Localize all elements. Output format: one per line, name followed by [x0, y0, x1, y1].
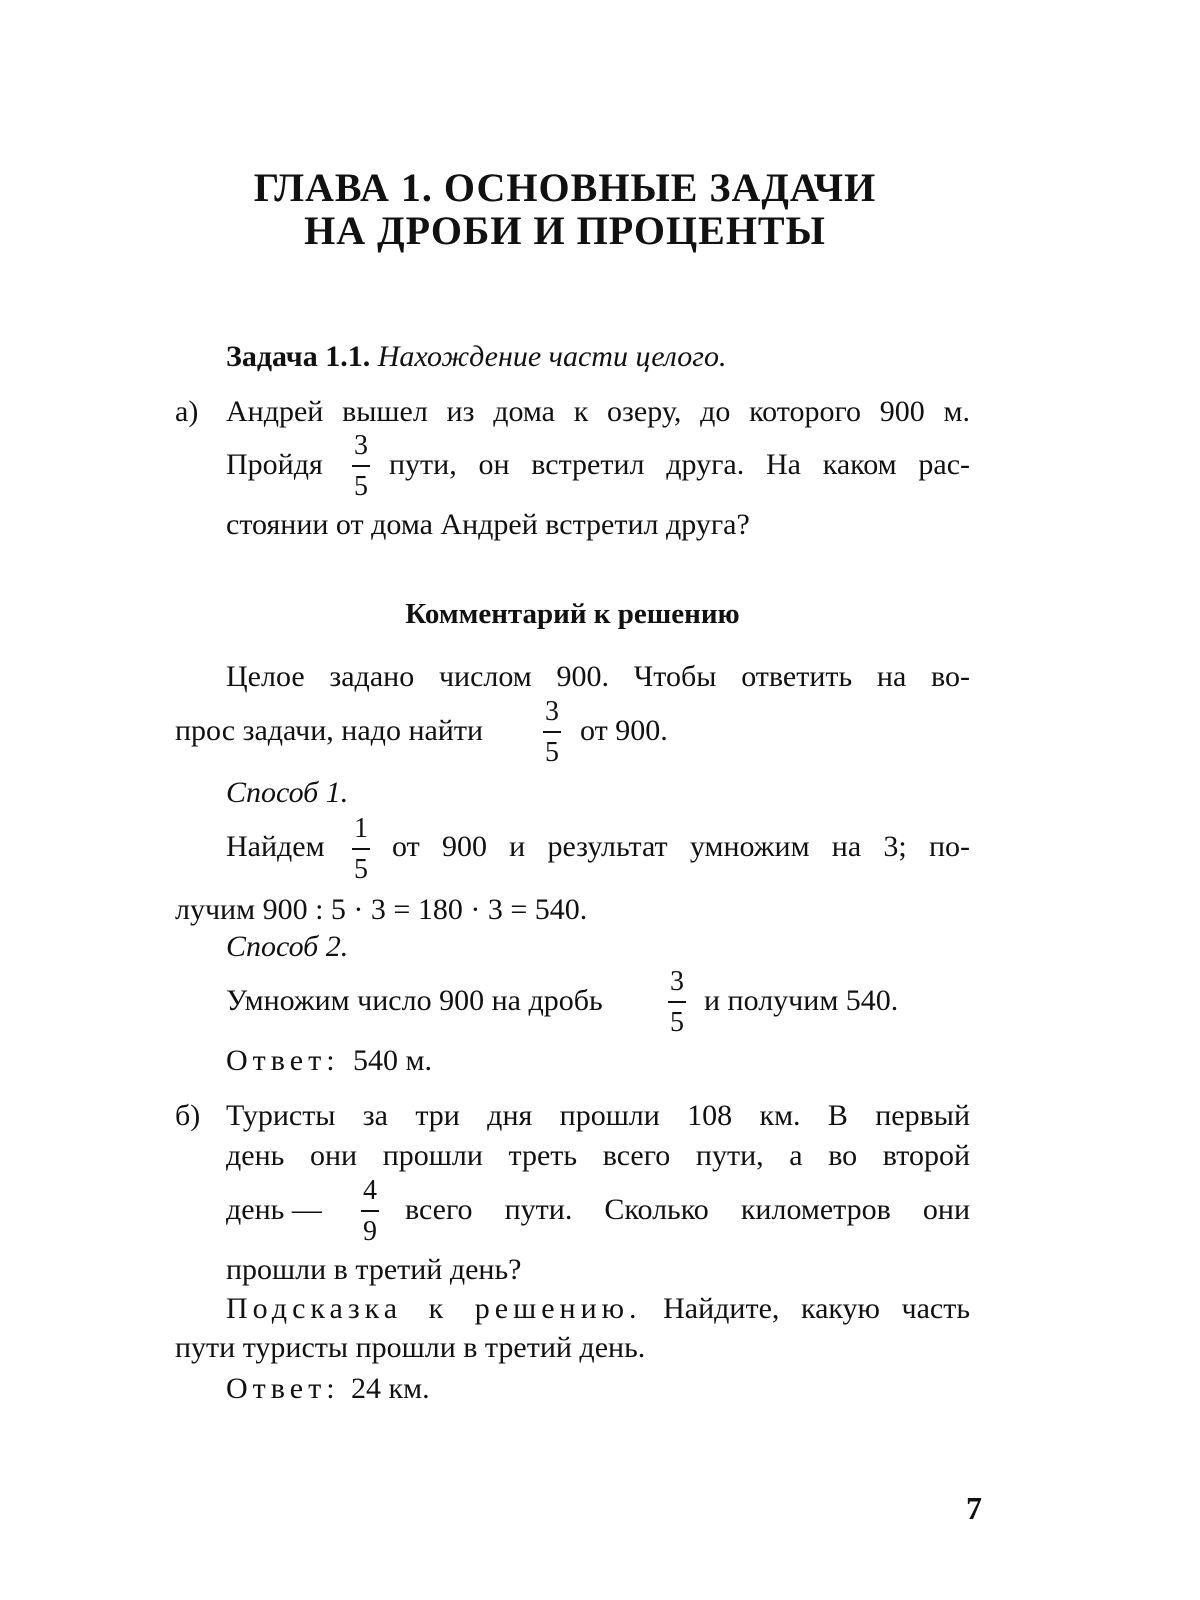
method-1-line-2: лучим 900 : 5 · 3 = 180 · 3 = 540. — [175, 893, 588, 926]
answer-b — [226, 1374, 430, 1404]
fraction-numerator: 1 — [354, 813, 368, 844]
hint-text: Найдите, какую часть — [663, 1292, 971, 1325]
chapter-title-line-1: ГЛАВА 1. ОСНОВНЫЕ ЗАДАЧИ — [253, 165, 877, 210]
hint-line-1 — [226, 1294, 970, 1324]
method-2-before: Умножим число 900 на дробь — [226, 984, 603, 1017]
fraction-bar — [352, 848, 370, 850]
answer-value: 540 м. — [353, 1044, 433, 1077]
part-a-line-2-before: Пройдя — [226, 448, 323, 481]
fraction-bar — [668, 1001, 686, 1003]
answer-value: 24 км. — [351, 1372, 430, 1405]
page-number: 7 — [966, 1490, 982, 1526]
answer-label: Ответ: — [226, 1044, 340, 1077]
commentary-line-2-after: от 900. — [580, 714, 668, 747]
fraction-denominator: 5 — [354, 854, 368, 885]
hint-label: Подсказка к решению. — [226, 1292, 642, 1325]
fraction-denominator: 5 — [354, 471, 368, 502]
part-b-line-3-after: всего пути. Сколько километров они — [405, 1193, 970, 1226]
part-a-line-3: стоянии от дома Андрей встретил друга? — [226, 508, 750, 541]
method-1-after: от 900 и результат умножим на 3; по- — [392, 830, 970, 863]
fraction-bar — [361, 1210, 379, 1212]
method-2-label: Способ 2. — [226, 930, 349, 963]
fraction-bar — [352, 465, 370, 467]
part-a-line-2-after: пути, он встретил друга. На каком рас- — [389, 448, 970, 481]
task-topic: Нахождение части целого. — [377, 340, 727, 373]
answer-a — [226, 1046, 432, 1076]
fraction-numerator: 3 — [670, 966, 684, 997]
hint-line-2: пути туристы прошли в третий день. — [175, 1331, 646, 1364]
part-b-marker: б) — [175, 1099, 201, 1132]
part-a-line-1: Андрей вышел из дома к озеру, до которого 900 м. — [226, 395, 970, 428]
fraction-4-9 — [355, 1177, 385, 1246]
fraction-3-5-c — [662, 968, 692, 1037]
method-1-label: Способ 1. — [226, 776, 349, 809]
fraction-denominator: 5 — [670, 1007, 684, 1038]
commentary-line-1: Целое задано числом 900. Чтобы ответить на во- — [226, 660, 970, 693]
fraction-denominator: 5 — [545, 737, 559, 768]
task-label: Задача 1.1. — [226, 340, 371, 373]
fraction-1-5 — [346, 815, 376, 884]
fraction-3-5-b — [537, 698, 567, 767]
commentary-line-2-before: прос задачи, надо найти — [175, 714, 484, 747]
task-heading — [226, 342, 726, 372]
chapter-title-line-2: НА ДРОБИ И ПРОЦЕНТЫ — [304, 208, 826, 253]
part-a-marker: а) — [175, 395, 199, 428]
method-2-after: и получим 540. — [704, 984, 899, 1017]
part-b-line-4: прошли в третий день? — [226, 1253, 522, 1286]
part-b-line-2: день они прошли треть всего пути, а во второй — [226, 1139, 970, 1172]
fraction-numerator: 3 — [354, 430, 368, 461]
fraction-numerator: 3 — [545, 696, 559, 727]
fraction-denominator: 9 — [363, 1216, 377, 1247]
answer-label: Ответ: — [226, 1372, 340, 1405]
fraction-numerator: 4 — [363, 1175, 377, 1206]
method-1-before: Найдем — [226, 830, 325, 863]
commentary-heading: Комментарий к решению — [405, 598, 740, 630]
fraction-bar — [543, 731, 561, 733]
fraction-3-5-a — [346, 432, 376, 501]
part-b-line-1: Туристы за три дня прошли 108 км. В первый — [226, 1099, 970, 1132]
part-b-line-3-before: день — — [226, 1193, 322, 1226]
